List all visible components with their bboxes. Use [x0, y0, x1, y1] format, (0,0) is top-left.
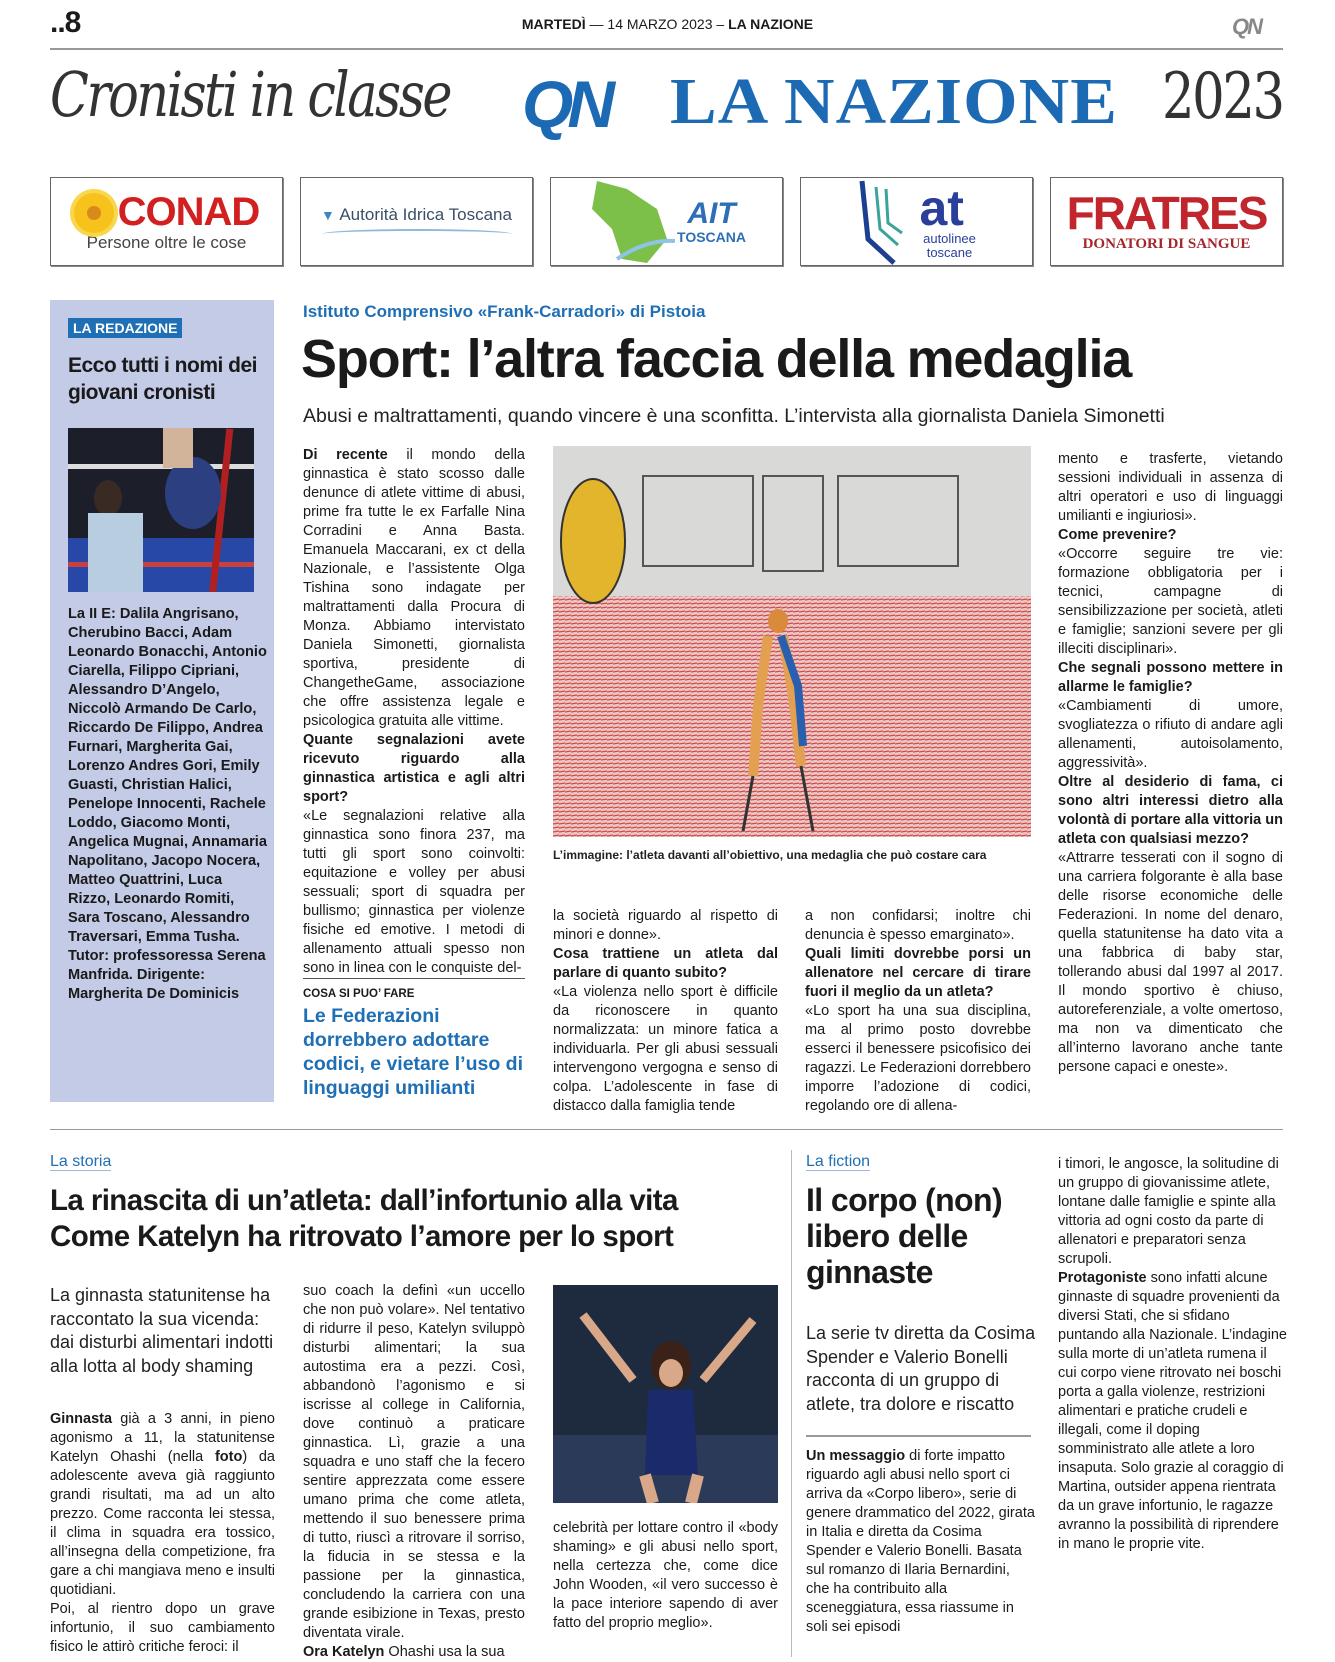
- text-run: «Occorre seguire tre vie: formazione obbligatoria per i tecnici, campagne di sensibilizzazione per società, atleti e famiglie; sanzioni severe per gli illeciti disciplinari».: [1058, 546, 1283, 657]
- bold-lead: Ora Katelyn: [303, 1644, 385, 1660]
- story-title-line-1: La rinascita di un’atleta: dall’infortunio alla vita: [50, 1184, 678, 1217]
- text-run: Cosa trattiene un atleta dal parlare di quanto subito?: [553, 946, 778, 981]
- sponsor-autorita-idrica[interactable]: [300, 177, 533, 266]
- fiction-rule: [806, 1435, 1031, 1437]
- sponsor-autolinee-toscane[interactable]: [800, 177, 1033, 266]
- sponsor-conad[interactable]: [50, 177, 283, 266]
- sidebar-redazione: [50, 300, 274, 1102]
- text-run: ) da adolescente aveva già raggiunto grandi risultati, ma ad un alto prezzo. Come racconta lei stessa, il clima in squadra era tossico, all’insegna della competizione, fra gare a chi mangiava meno e insulti quotidiani.: [50, 1449, 275, 1598]
- text-run: mento e trasferte, vietando sessioni individuali in assenza di altri operatori e uso di linguaggi umilianti e ingiuriosi».: [1058, 451, 1283, 524]
- interview-question: [1058, 526, 1283, 545]
- article-subtitle: Abusi e maltrattamenti, quando vincere è una sconfitta. L’intervista alla giornalista Daniela Simonetti: [303, 405, 1165, 427]
- paragraph: [303, 446, 525, 731]
- paragraph: [553, 983, 778, 1116]
- paragraph: [1058, 697, 1283, 773]
- paragraph: [1058, 849, 1283, 1077]
- text-run: i timori, le angosce, la solitudine di un gruppo di giovanissime atlete, lontane dalle famiglie e spinte alla vittoria ad ogni costo da parte di allenatori e preparatori senza scrupoli.: [1058, 1156, 1279, 1267]
- sponsor-name: AIT: [687, 196, 736, 230]
- text-run: a non confidarsi; inoltre chi denuncia è spesso emarginato».: [805, 908, 1031, 943]
- paragraph: [303, 1643, 525, 1662]
- dateline: [0, 16, 1335, 32]
- paragraph: [806, 1447, 1036, 1637]
- text-run: Ohashi usa la sua: [384, 1644, 505, 1660]
- box-rule: [303, 978, 525, 979]
- text-run: suo coach la definì «un uccello che non può volare». Nel tentativo di ridurre il peso, Katelyn sviluppò disturbi alimentari; la sua autostima era a pezzi. Così, abbandonò l’agonismo e si iscrisse al college in California, dove continuò a praticare ginnastica. Lì, grazie a una squadra e uno staff che la fecero sentire apprezzata come essere umano prima che come atleta, mettendo il suo benessere prima di tutto, riuscì a ritrovare il sorriso, la fiducia in se stessa e la passione per la ginnastica, concludendo la carriera con una grande esibizione in Texas, presto diventata virale.: [303, 1283, 525, 1641]
- sponsor-name: at: [919, 179, 964, 236]
- text-run: la società riguardo al rispetto di minori e donne».: [553, 908, 778, 943]
- bold-lead: Protagoniste: [1058, 1270, 1147, 1286]
- fiction-deck: La serie tv diretta da Cosima Spender e Valerio Bonelli racconta di un gruppo di atlete, tra dolore e riscatto: [806, 1323, 1036, 1414]
- text-run: sono infatti alcune ginnaste di squadre provenienti da diversi Stati, che si sfidano puntando alla Nazionale. L’indagine sulla morte di un’atleta rumena il cui corpo viene ritrovato nei boschi porta a galla violenze, restrizioni alimentari e pratiche crudeli e illegali, come il doping somministrato alle atlete a loro insaputa. Solo grazie al coraggio di Martina, outsider appena rientrata da un grave infortunio, le ragazze avranno la possibilità di riprendere in mano le proprie vite.: [1058, 1270, 1287, 1552]
- gymnastics-photo: [68, 428, 254, 592]
- interview-question: [1058, 773, 1283, 849]
- tuscany-map-icon: [587, 179, 677, 265]
- paragraph: [1058, 450, 1283, 526]
- text-run: «La violenza nello sport è difficile da riconoscere in quanto normalizzata: un minore fatica a individuarla. Per gli abusi sessuali intervengono vergogna e senso di colpa. L’adolescente in fase di distacco dalla famiglia tende: [553, 984, 778, 1114]
- sponsor-name: Autorità Idrica Toscana: [339, 204, 512, 224]
- article-column-4: [1058, 450, 1283, 1077]
- interview-question: [303, 731, 525, 807]
- bold-lead: Un messaggio: [806, 1448, 906, 1464]
- paragraph: [805, 1002, 1031, 1116]
- masthead-script-title: Cronisti in classe: [50, 58, 450, 131]
- story-column-2: [303, 1282, 525, 1662]
- paragraph: [553, 907, 778, 945]
- section-badge: LA REDAZIONE: [68, 318, 182, 338]
- qn-logo-small: QN: [1232, 14, 1261, 39]
- story-title: [50, 1183, 790, 1255]
- paragraph: [50, 1410, 275, 1600]
- article-kicker: Istituto Comprensivo «Frank-Carradori» di Pistoia: [303, 302, 706, 321]
- paragraph: [68, 605, 268, 1004]
- masthead-paper-name: LA NAZIONE: [670, 65, 1118, 138]
- article-column-3: [805, 907, 1031, 1116]
- box-label: COSA SI PUO’ FARE: [303, 988, 415, 1000]
- column-divider: [791, 1150, 792, 1657]
- header-rule: [50, 48, 1283, 50]
- sidebar-names-list: [68, 605, 268, 1004]
- bold-lead: foto: [214, 1449, 243, 1465]
- dateline-day: MARTEDÌ: [521, 16, 586, 32]
- katelyn-photo: [553, 1285, 778, 1503]
- section-divider: [50, 1129, 1283, 1130]
- text-run: «Le segnalazioni relative alla ginnastica sono finora 237, ma tutti gli sport sono coinvolti: equitazione e volley per abusi sessuali; sport di squadra per bullismo; ginnastica per violenze fisiche ed emotive. I metodi di allenamento attuali spesso non sono in linea con le conquiste del-: [303, 808, 525, 976]
- box-highlight: Le Federazioni dorrebbero adottare codici, e vietare l’uso di linguaggi umilianti: [303, 1005, 523, 1099]
- sponsor-tagline: TOSCANA: [677, 228, 746, 245]
- text-run: Oltre al desiderio di fama, ci sono altri interessi dietro alla volontà di portare alla vittoria un atleta con qualsiasi mezzo?: [1058, 774, 1283, 847]
- fiction-label: La fiction: [806, 1153, 871, 1170]
- sponsor-fratres[interactable]: [1050, 177, 1283, 266]
- sidebar-title: Ecco tutti i nomi dei giovani cronisti: [68, 354, 258, 404]
- paragraph: [303, 807, 525, 978]
- text-run: Quali limiti dovrebbe porsi un allenatore nel cercare di tirare fuori il meglio da un atleta?: [805, 946, 1031, 1000]
- bold-lead: La: [68, 606, 86, 622]
- story-column-1: [50, 1410, 275, 1657]
- fiction-title: Il corpo (non) libero delle ginnaste: [806, 1182, 1003, 1290]
- text-run: Che segnali possono mettere in allarme le famiglie?: [1058, 660, 1283, 695]
- interview-question: [805, 945, 1031, 1002]
- drawing-illustration: [553, 446, 1031, 837]
- story-column-3: [553, 1519, 778, 1633]
- interview-question: [1058, 659, 1283, 697]
- text-run: Poi, al rientro dopo un grave infortunio, il suo cambiamento fisico le attirò critiche feroci: il: [50, 1601, 275, 1655]
- wave-icon: [322, 229, 512, 239]
- text-run: «Attrarre tesserati con il sogno di una carriera folgorante è alla base delle risorse economiche delle Federazioni. In nome del denaro, quella statunitense ha dato vita a una fabbrica di baby star, tollerando abusi dal 1997 al 2017. Il mondo sportivo è chiuso, autoreferenziale, a volte omertoso, ma non va dimenticato che all’interno lavorano anche tante persone capaci e oneste».: [1058, 850, 1283, 1075]
- text-run: II E: Dalila Angrisano, Cherubino Bacci, Adam Leonardo Bonacchi, Antonio Ciarella, Filippo Cipriani, Alessandro D’Angelo, Niccolò Armando De Carlo, Riccardo De Filippo, Andrea Furnari, Margherita Gai, Lorenzo Andres Gori, Emily Guasti, Christian Halici, Penelope Innocenti, Rachele Loddo, Giacomo Monti, Angelica Mugnai, Annamaria Napolitano, Jacopo Nocera, Matteo Quattrini, Luca Rizzo, Leonardo Romiti, Sara Toscano, Alessandro Traversari, Emma Tusha. Tutor: professoressa Serena Manfrida. Dirigente: Margherita De Dominicis: [68, 606, 267, 1002]
- article-title: Sport: l’altra faccia della medaglia: [301, 329, 1132, 389]
- paragraph: [1058, 1155, 1288, 1269]
- paragraph: [50, 1600, 275, 1657]
- image-caption: L’immagine: l’atleta davanti all’obiettivo, una medaglia che può costare cara: [553, 848, 987, 862]
- text-run: Quante segnalazioni avete ricevuto riguardo alla ginnastica artistica e agli altri sport?: [303, 732, 525, 805]
- at-stripes-icon: [854, 179, 914, 265]
- article-column-1: [303, 446, 525, 978]
- text-run: di forte impatto riguardo agli abusi nello sport ci arriva da «Corpo libero», serie di genere drammatico del 2022, girata in Italia e diretta da Cosima Spender e Valerio Bonelli. Basata sul romanzo di Ilaria Bernardini, che ha contribuito alla sceneggiatura, essa riassume in soli sei episodi: [806, 1448, 1035, 1635]
- bold-lead: Ginnasta: [50, 1411, 113, 1427]
- sponsor-name: FRATRES: [1066, 187, 1267, 239]
- text-run: celebrità per lottare contro il «body shaming» e gli abusi nello sport, nella certezza che, come dice John Wooden, «il vero successo è la pace interiore sapendo di aver fatto del proprio meglio».: [553, 1520, 778, 1631]
- dateline-date: — 14 MARZO 2023 –: [589, 16, 725, 32]
- text-run: già a 3 anni, in pieno agonismo a 11, la statunitense Katelyn Ohashi (nella: [50, 1411, 275, 1465]
- page-number: ..8: [50, 6, 81, 39]
- sponsor-tagline: DONATORI DI SANGUE: [1082, 236, 1251, 252]
- flower-icon: [74, 193, 114, 233]
- sponsor-ait-toscana[interactable]: [550, 177, 783, 266]
- interview-question: [553, 945, 778, 983]
- sponsor-name: CONAD: [117, 190, 260, 234]
- text-run: «Cambiamenti di umore, svogliatezza o rifiuto di andare agli allenamenti, autoisolamento, aggressività».: [1058, 698, 1283, 771]
- text-run: «Lo sport ha una sua disciplina, ma al primo posto dovrebbe esserci il benessere psicofisico dei ragazzi. Le Federazioni dorrebbero imporre l’adozione di codici, regolando ore di allena-: [805, 1003, 1031, 1114]
- text-run: il mondo della ginnastica è stato scosso dalle denunce di atlete vittime di abusi, prime fra tutte le ex Farfalle Nina Corradini e Anna Basta. Emanuela Maccarani, ex ct della Nazionale, e l’assistente Olga Tishina sono indagate per maltrattamenti dalla Procura di Monza. Abbiamo intervistato Daniela Simonetti, giornalista sportiva, presidente di ChangetheGame, associazione che offre assistenza legale e psicologica gratuita alle vittime.: [303, 447, 525, 729]
- sponsor-tagline: Persone oltre le cose: [86, 233, 247, 252]
- paragraph: [1058, 545, 1283, 659]
- paragraph: [303, 1282, 525, 1643]
- bold-lead: Di recente: [303, 447, 388, 463]
- paragraph: [1058, 1269, 1288, 1554]
- sponsor-tagline: autolinee toscane: [923, 230, 976, 260]
- story-title-line-2: Come Katelyn ha ritrovato l’amore per lo sport: [50, 1220, 674, 1253]
- article-column-2: [553, 907, 778, 1116]
- masthead-year: 2023: [1162, 60, 1283, 134]
- story-deck: La ginnasta statunitense ha raccontato la sua vicenda: dai disturbi alimentari indotti alla lotta al body shaming: [50, 1285, 274, 1376]
- story-label: La storia: [50, 1153, 112, 1170]
- fiction-column-2: [1058, 1155, 1288, 1554]
- masthead-qn-logo: QN: [522, 67, 609, 141]
- dateline-paper: LA NAZIONE: [728, 16, 814, 32]
- text-run: Come prevenire?: [1058, 527, 1177, 543]
- paragraph: [805, 907, 1031, 945]
- tuscany-icon: ▼: [321, 206, 335, 223]
- paragraph: [553, 1519, 778, 1633]
- fiction-column-1: [806, 1447, 1036, 1637]
